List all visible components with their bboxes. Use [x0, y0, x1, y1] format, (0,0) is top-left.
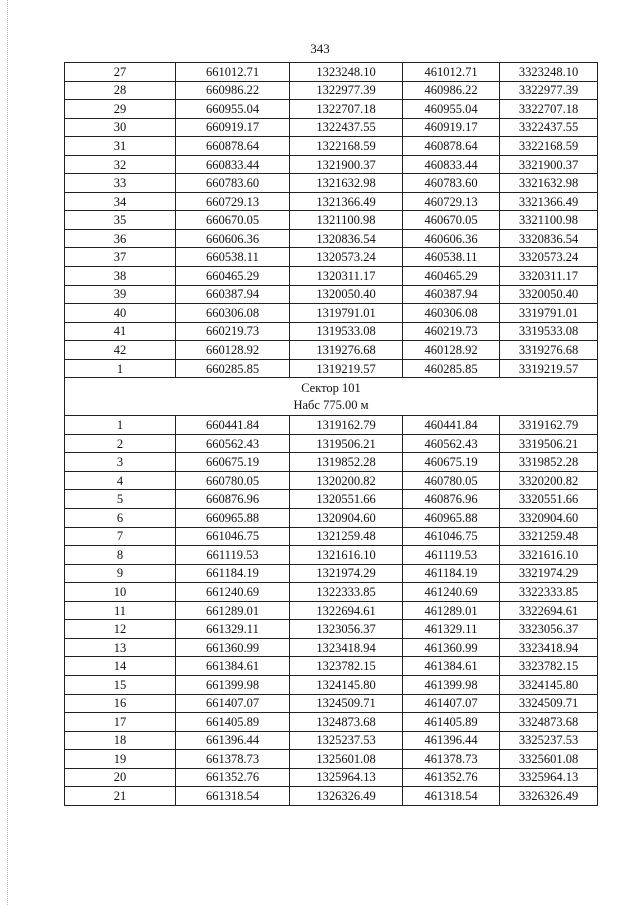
- table-cell: 1321366.49: [290, 192, 403, 211]
- table-cell: 461329.11: [403, 620, 500, 639]
- section-header-row: [65, 378, 598, 416]
- table-cell: 3320904.60: [500, 509, 598, 528]
- table-cell: 31: [65, 137, 176, 156]
- table-cell: 660783.60: [176, 174, 290, 193]
- table-cell: 661399.98: [176, 675, 290, 694]
- table-cell: 3321259.48: [500, 527, 598, 546]
- table-cell: 10: [65, 583, 176, 602]
- table-cell: 660465.29: [176, 267, 290, 286]
- table-cell: 3323248.10: [500, 63, 598, 82]
- table-cell: 461352.76: [403, 768, 500, 787]
- table-cell: 37: [65, 248, 176, 267]
- table-row: [65, 341, 598, 360]
- table-cell: 3322977.39: [500, 81, 598, 100]
- table-cell: 661329.11: [176, 620, 290, 639]
- table-row: [65, 118, 598, 137]
- table-row: [65, 155, 598, 174]
- table-cell: 33: [65, 174, 176, 193]
- table-cell: 660876.96: [176, 490, 290, 509]
- table-cell: 461240.69: [403, 583, 500, 602]
- table-cell: 3319852.28: [500, 453, 598, 472]
- table-cell: 660606.36: [176, 229, 290, 248]
- table-row: [65, 359, 598, 378]
- table-row: [65, 81, 598, 100]
- table-cell: 660670.05: [176, 211, 290, 230]
- table-cell: 1319506.21: [290, 434, 403, 453]
- table-cell: 461360.99: [403, 638, 500, 657]
- table-cell: 7: [65, 527, 176, 546]
- table-cell: 1324509.71: [290, 694, 403, 713]
- table-cell: 1320551.66: [290, 490, 403, 509]
- table-row: [65, 416, 598, 435]
- table-cell: 1325601.08: [290, 750, 403, 769]
- table-cell: 3323056.37: [500, 620, 598, 639]
- table-cell: 1319791.01: [290, 304, 403, 323]
- table-cell: 32: [65, 155, 176, 174]
- table-cell: 461407.07: [403, 694, 500, 713]
- table-cell: 14: [65, 657, 176, 676]
- table-cell: 3322707.18: [500, 100, 598, 119]
- table-cell: 2: [65, 434, 176, 453]
- table-cell: 1322168.59: [290, 137, 403, 156]
- table-cell: 42: [65, 341, 176, 360]
- table-cell: 21: [65, 787, 176, 806]
- table-cell: 661360.99: [176, 638, 290, 657]
- table-cell: 1319852.28: [290, 453, 403, 472]
- table-cell: 460285.85: [403, 359, 500, 378]
- table-cell: 460878.64: [403, 137, 500, 156]
- table-row: [65, 229, 598, 248]
- table-row: [65, 453, 598, 472]
- table-cell: 20: [65, 768, 176, 787]
- table-cell: 1321259.48: [290, 527, 403, 546]
- table-cell: 3: [65, 453, 176, 472]
- table-cell: 661405.89: [176, 713, 290, 732]
- table-cell: 461119.53: [403, 546, 500, 565]
- table-cell: 1320200.82: [290, 471, 403, 490]
- table-row: [65, 620, 598, 639]
- table-cell: 1320573.24: [290, 248, 403, 267]
- table-row: [65, 509, 598, 528]
- table-cell: 3319276.68: [500, 341, 598, 360]
- table-cell: 660729.13: [176, 192, 290, 211]
- table-cell: 661012.71: [176, 63, 290, 82]
- table-row: [65, 192, 598, 211]
- table-cell: 1321100.98: [290, 211, 403, 230]
- table-cell: 660780.05: [176, 471, 290, 490]
- table-cell: 461396.44: [403, 731, 500, 750]
- table-cell: 460876.96: [403, 490, 500, 509]
- table-cell: 1325964.13: [290, 768, 403, 787]
- table-cell: 1320050.40: [290, 285, 403, 304]
- table-cell: 460919.17: [403, 118, 500, 137]
- table-cell: 461399.98: [403, 675, 500, 694]
- table-cell: 460387.94: [403, 285, 500, 304]
- table-cell: 660562.43: [176, 434, 290, 453]
- table-cell: 18: [65, 731, 176, 750]
- table-cell: 661407.07: [176, 694, 290, 713]
- table-cell: 4: [65, 471, 176, 490]
- table-row: [65, 713, 598, 732]
- table-cell: 36: [65, 229, 176, 248]
- table-cell: 660285.85: [176, 359, 290, 378]
- coordinates-table: [64, 62, 598, 806]
- table-cell: 460783.60: [403, 174, 500, 193]
- table-cell: 3322437.55: [500, 118, 598, 137]
- table-cell: 3321632.98: [500, 174, 598, 193]
- table-cell: 460729.13: [403, 192, 500, 211]
- table-cell: 661119.53: [176, 546, 290, 565]
- table-cell: 3323782.15: [500, 657, 598, 676]
- table-cell: 3324145.80: [500, 675, 598, 694]
- table-cell: 3324509.71: [500, 694, 598, 713]
- table-cell: 17: [65, 713, 176, 732]
- table-cell: 460128.92: [403, 341, 500, 360]
- table-cell: 1324873.68: [290, 713, 403, 732]
- table-row: [65, 267, 598, 286]
- table-cell: 460780.05: [403, 471, 500, 490]
- table-cell: 460441.84: [403, 416, 500, 435]
- table-cell: 460562.43: [403, 434, 500, 453]
- table-cell: 35: [65, 211, 176, 230]
- table-cell: 27: [65, 63, 176, 82]
- table-cell: 661318.54: [176, 787, 290, 806]
- table-cell: 1322977.39: [290, 81, 403, 100]
- table-cell: 460538.11: [403, 248, 500, 267]
- table-cell: 660878.64: [176, 137, 290, 156]
- table-cell: 660986.22: [176, 81, 290, 100]
- table-cell: 3326326.49: [500, 787, 598, 806]
- table-cell: 3321974.29: [500, 564, 598, 583]
- table-cell: 1320904.60: [290, 509, 403, 528]
- table-cell: 461289.01: [403, 601, 500, 620]
- table-row: [65, 434, 598, 453]
- table-row: [65, 787, 598, 806]
- table-row: [65, 471, 598, 490]
- table-cell: 460465.29: [403, 267, 500, 286]
- table-cell: 3321900.37: [500, 155, 598, 174]
- table-cell: 461012.71: [403, 63, 500, 82]
- table-cell: 1319219.57: [290, 359, 403, 378]
- table-cell: 461378.73: [403, 750, 500, 769]
- table-cell: 16: [65, 694, 176, 713]
- table-cell: 3322694.61: [500, 601, 598, 620]
- table-cell: 3319533.08: [500, 322, 598, 341]
- table-cell: 460833.44: [403, 155, 500, 174]
- table-cell: 1325237.53: [290, 731, 403, 750]
- table-cell: 3320200.82: [500, 471, 598, 490]
- table-cell: 660128.92: [176, 341, 290, 360]
- table-row: [65, 638, 598, 657]
- table-cell: 1321632.98: [290, 174, 403, 193]
- table-cell: 13: [65, 638, 176, 657]
- table-row: [65, 211, 598, 230]
- table-cell: 660833.44: [176, 155, 290, 174]
- table-row: [65, 601, 598, 620]
- table-cell: 1320836.54: [290, 229, 403, 248]
- table-cell: 3319506.21: [500, 434, 598, 453]
- table-cell: 5: [65, 490, 176, 509]
- table-cell: 3321100.98: [500, 211, 598, 230]
- table-cell: 41: [65, 322, 176, 341]
- table-cell: 661352.76: [176, 768, 290, 787]
- table-cell: 1319276.68: [290, 341, 403, 360]
- table-cell: 1322333.85: [290, 583, 403, 602]
- table-cell: 460955.04: [403, 100, 500, 119]
- table-cell: 1321616.10: [290, 546, 403, 565]
- table-cell: 3323418.94: [500, 638, 598, 657]
- table-cell: 1: [65, 359, 176, 378]
- table-body-part-1: [65, 63, 598, 378]
- table-cell: 3321616.10: [500, 546, 598, 565]
- table-cell: 3319791.01: [500, 304, 598, 323]
- table-row: [65, 63, 598, 82]
- table-cell: 460606.36: [403, 229, 500, 248]
- section-header: [65, 378, 598, 416]
- table-cell: 461384.61: [403, 657, 500, 676]
- table-cell: 8: [65, 546, 176, 565]
- table-cell: 30: [65, 118, 176, 137]
- table-cell: 3322333.85: [500, 583, 598, 602]
- table-cell: 9: [65, 564, 176, 583]
- table-row: [65, 583, 598, 602]
- table-cell: 661384.61: [176, 657, 290, 676]
- table-cell: 3325601.08: [500, 750, 598, 769]
- table-cell: 661396.44: [176, 731, 290, 750]
- table-cell: 661184.19: [176, 564, 290, 583]
- table-cell: 460306.08: [403, 304, 500, 323]
- table-cell: 661378.73: [176, 750, 290, 769]
- table-body-part-2: [65, 416, 598, 805]
- table-cell: 660675.19: [176, 453, 290, 472]
- table-cell: 1320311.17: [290, 267, 403, 286]
- table-cell: 1323248.10: [290, 63, 403, 82]
- table-cell: 1323782.15: [290, 657, 403, 676]
- section-header-cell: [65, 378, 598, 416]
- table-row: [65, 564, 598, 583]
- table-cell: 3325964.13: [500, 768, 598, 787]
- table-cell: 1319533.08: [290, 322, 403, 341]
- table-cell: 660387.94: [176, 285, 290, 304]
- table-cell: 1322707.18: [290, 100, 403, 119]
- table-row: [65, 694, 598, 713]
- table-cell: 3319219.57: [500, 359, 598, 378]
- table-cell: 660955.04: [176, 100, 290, 119]
- table-cell: 1324145.80: [290, 675, 403, 694]
- table-cell: 12: [65, 620, 176, 639]
- scan-edge-line: [7, 0, 8, 905]
- table-row: [65, 100, 598, 119]
- table-cell: 28: [65, 81, 176, 100]
- table-cell: 460675.19: [403, 453, 500, 472]
- table-row: [65, 322, 598, 341]
- table-row: [65, 527, 598, 546]
- table-cell: 15: [65, 675, 176, 694]
- table-cell: 660441.84: [176, 416, 290, 435]
- table-cell: 1322437.55: [290, 118, 403, 137]
- table-cell: 19: [65, 750, 176, 769]
- table-cell: 461046.75: [403, 527, 500, 546]
- table-cell: 3319162.79: [500, 416, 598, 435]
- table-cell: 11: [65, 601, 176, 620]
- table-row: [65, 750, 598, 769]
- table-row: [65, 304, 598, 323]
- table-row: [65, 657, 598, 676]
- table-cell: 1326326.49: [290, 787, 403, 806]
- table-cell: 660965.88: [176, 509, 290, 528]
- table-row: [65, 731, 598, 750]
- section-title: Сектор 101: [301, 380, 361, 395]
- table-cell: 1322694.61: [290, 601, 403, 620]
- table-row: [65, 285, 598, 304]
- table-cell: 660306.08: [176, 304, 290, 323]
- table-cell: 1323418.94: [290, 638, 403, 657]
- table-cell: 1319162.79: [290, 416, 403, 435]
- table-cell: 1321900.37: [290, 155, 403, 174]
- table-cell: 3320573.24: [500, 248, 598, 267]
- table-cell: 3322168.59: [500, 137, 598, 156]
- table-cell: 461405.89: [403, 713, 500, 732]
- table-row: [65, 174, 598, 193]
- table-cell: 460986.22: [403, 81, 500, 100]
- table-cell: 39: [65, 285, 176, 304]
- table-cell: 461318.54: [403, 787, 500, 806]
- table-cell: 460670.05: [403, 211, 500, 230]
- page-number: 343: [310, 41, 330, 56]
- table-cell: 661289.01: [176, 601, 290, 620]
- section-subtitle: Набс 775.00 м: [293, 397, 369, 412]
- table-cell: 3321366.49: [500, 192, 598, 211]
- table-cell: 29: [65, 100, 176, 119]
- table-cell: 1323056.37: [290, 620, 403, 639]
- table-cell: 660538.11: [176, 248, 290, 267]
- table-cell: 3320836.54: [500, 229, 598, 248]
- table-cell: 40: [65, 304, 176, 323]
- table-cell: 3325237.53: [500, 731, 598, 750]
- table-cell: 6: [65, 509, 176, 528]
- table-cell: 661046.75: [176, 527, 290, 546]
- table-cell: 3320311.17: [500, 267, 598, 286]
- table-cell: 38: [65, 267, 176, 286]
- table-cell: 3320551.66: [500, 490, 598, 509]
- table-cell: 34: [65, 192, 176, 211]
- table-cell: 660219.73: [176, 322, 290, 341]
- table-cell: 661240.69: [176, 583, 290, 602]
- table-row: [65, 490, 598, 509]
- table-cell: 461184.19: [403, 564, 500, 583]
- table-cell: 1321974.29: [290, 564, 403, 583]
- table-cell: 3320050.40: [500, 285, 598, 304]
- table-cell: 460219.73: [403, 322, 500, 341]
- table-cell: 660919.17: [176, 118, 290, 137]
- table-row: [65, 248, 598, 267]
- table-row: [65, 675, 598, 694]
- table-row: [65, 137, 598, 156]
- table-row: [65, 546, 598, 565]
- table-cell: 1: [65, 416, 176, 435]
- table-cell: 3324873.68: [500, 713, 598, 732]
- table-row: [65, 768, 598, 787]
- table-cell: 460965.88: [403, 509, 500, 528]
